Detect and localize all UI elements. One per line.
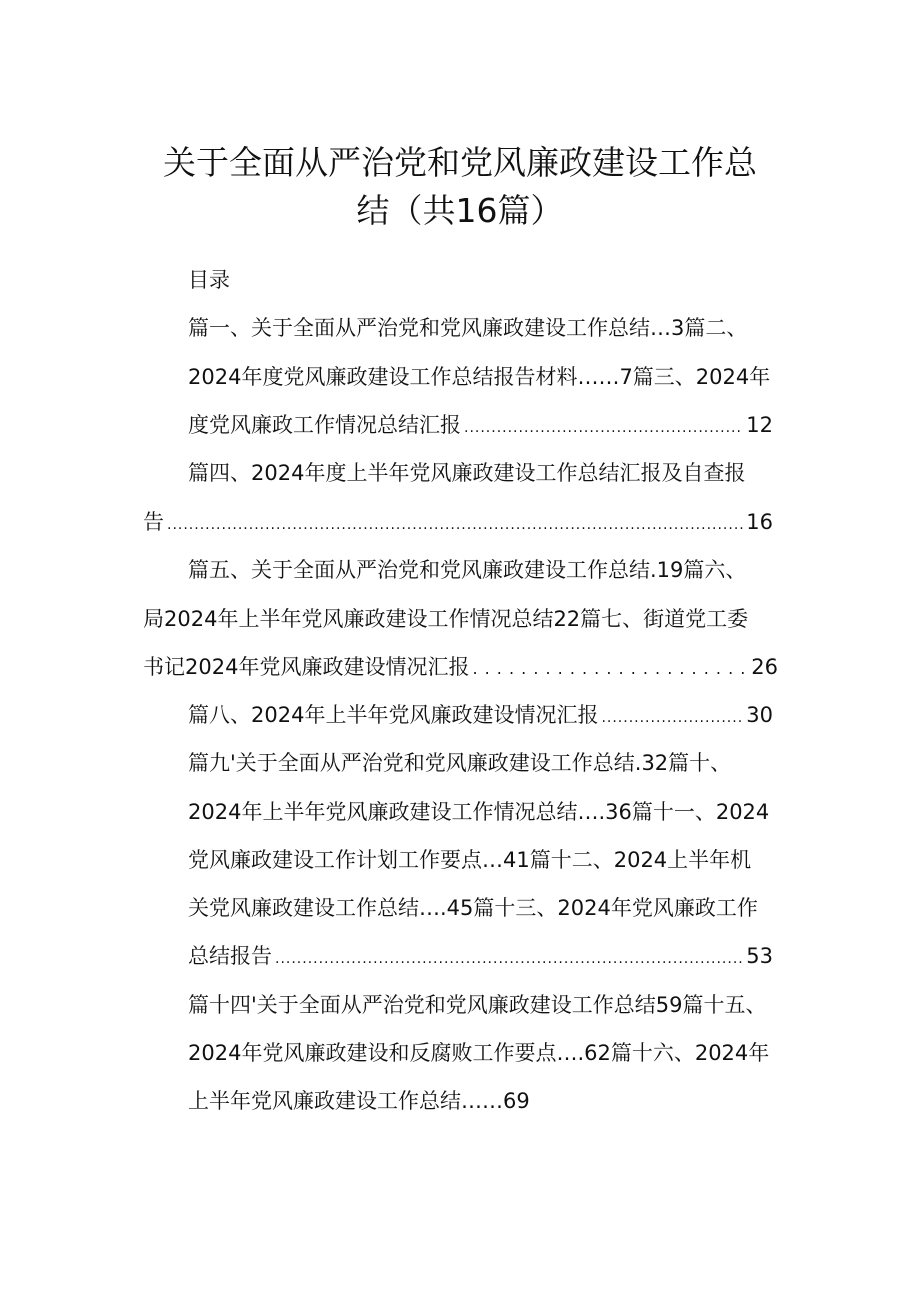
dot-leader — [464, 410, 743, 443]
toc-page-number: 26 — [751, 655, 778, 679]
toc-entry-text: 篇八、2024年上半年党风廉政建设情况汇报 — [188, 703, 599, 727]
dot-leader — [601, 700, 743, 733]
toc-entry-text: 度党风廉政工作情况总结汇报 — [188, 413, 461, 437]
toc-page-number: 16 — [746, 510, 773, 534]
document-title-line-1: 关于全面从严治党和党风廉政建设工作总 — [163, 143, 757, 182]
toc-line: 局2024年上半年党风廉政建设工作情况总结22篇七、街道党工委 — [143, 607, 749, 631]
toc-entry-4 — [143, 507, 773, 540]
toc-page-number: 12 — [746, 413, 773, 437]
toc-heading: 目录 — [188, 268, 230, 292]
toc-page-number: ……69 — [461, 1089, 530, 1113]
dot-leader — [275, 941, 743, 974]
toc-entry-text: 告 — [143, 510, 164, 534]
toc-page-number: 53 — [746, 944, 773, 968]
toc-entry-text: 总结报告 — [188, 944, 272, 968]
toc-line: 篇十四'关于全面从严治党和党风廉政建设工作总结59篇十五、 — [188, 993, 767, 1017]
dot-leader — [472, 652, 748, 684]
toc-entry-13 — [188, 941, 773, 974]
toc-line: 2024年上半年党风廉政建设工作情况总结….36篇十一、2024 — [188, 800, 770, 824]
toc-entry-text: 上半年党风廉政建设工作总结 — [188, 1089, 461, 1113]
toc-line: 关党风廉政建设工作总结….45篇十三、2024年党风廉政工作 — [188, 896, 758, 920]
dot-leader — [167, 507, 743, 540]
toc-entry-8 — [188, 700, 773, 733]
toc-entry-7 — [143, 652, 778, 684]
toc-entry-16 — [188, 1086, 568, 1116]
toc-line: 2024年党风廉政建设和反腐败工作要点….62篇十六、2024年 — [188, 1041, 770, 1065]
toc-page-number: 30 — [746, 703, 773, 727]
toc-line: 党风廉政建设工作计划工作要点…41篇十二、2024上半年机 — [188, 848, 752, 872]
toc-line: 2024年度党风廉政建设工作总结报告材料……7篇三、2024年 — [188, 365, 771, 389]
toc-line: 篇五、关于全面从严治党和党风廉政建设工作总结.19篇六、 — [188, 558, 747, 582]
toc-line: 篇九'关于全面从严治党和党风廉政建设工作总结.32篇十、 — [188, 751, 732, 775]
toc-line: 篇一、关于全面从严治党和党风廉政建设工作总结…3篇二、 — [188, 316, 748, 340]
toc-line: 篇四、2024年度上半年党风廉政建设工作总结汇报及自查报 — [188, 461, 746, 485]
toc-entry-text: 书记2024年党风廉政建设情况汇报 — [143, 655, 470, 679]
toc-entry-3 — [188, 410, 773, 443]
document-title-line-2: 结（共16篇） — [356, 191, 564, 230]
